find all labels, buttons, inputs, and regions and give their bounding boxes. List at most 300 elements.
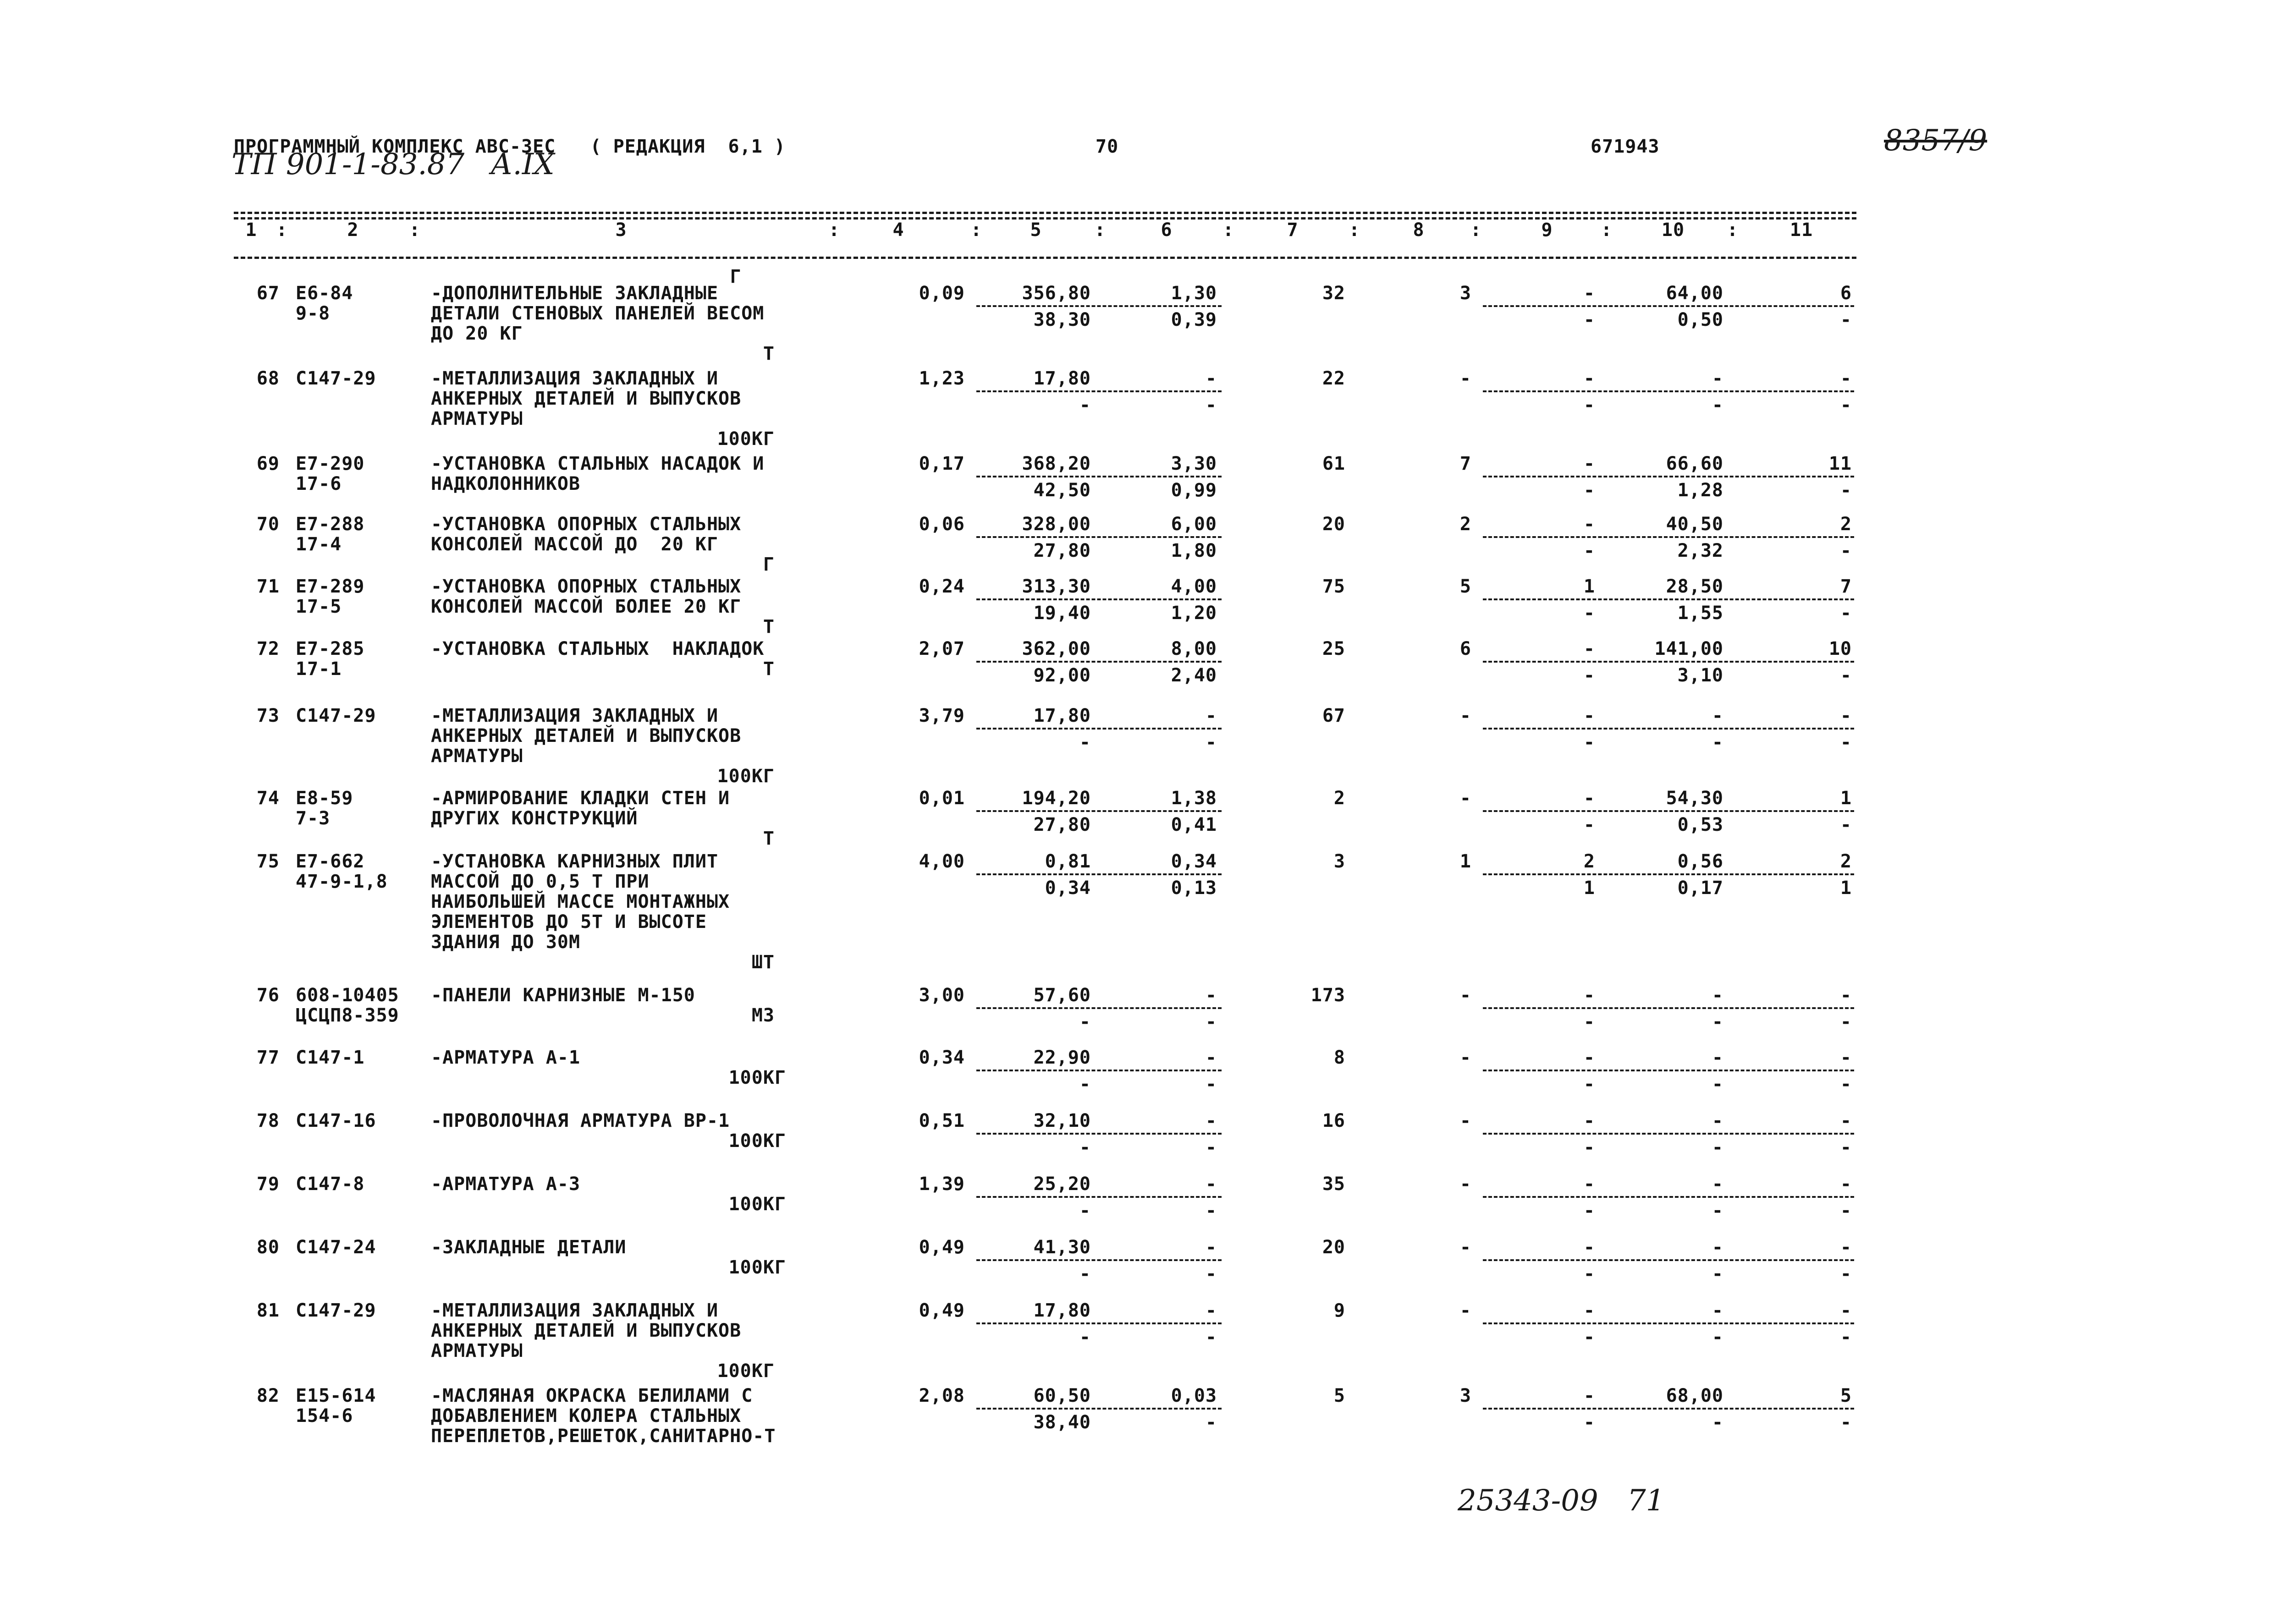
col10-value-lower: 0,17 [1677, 878, 1723, 899]
col11-value-lower: - [1840, 1137, 1852, 1158]
col9-value: 2 [1583, 851, 1595, 872]
col11-value: - [1840, 985, 1852, 1006]
item-description: -МАСЛЯНАЯ ОКРАСКА БЕЛИЛАМИ С [431, 1385, 753, 1406]
item-description: НАДКОЛОННИКОВ [431, 473, 581, 494]
column-number-11: 11 [1789, 219, 1813, 241]
col9-value-lower: - [1583, 603, 1595, 624]
col10-value-lower: - [1712, 1263, 1723, 1284]
column-separator: : [1094, 219, 1106, 241]
quantity-value: 3,00 [919, 985, 965, 1006]
col11-value: 6 [1840, 283, 1852, 304]
item-description: -МЕТАЛЛИЗАЦИЯ ЗАКЛАДНЫХ И [431, 368, 719, 389]
fraction-rule [976, 873, 1222, 875]
labor-value: 2 [1459, 514, 1471, 535]
machine-cost-value-lower: 1,20 [1171, 603, 1217, 624]
quantity-value: 1,39 [919, 1174, 965, 1195]
col9-value-lower: - [1583, 1200, 1595, 1221]
machine-cost-value: - [1205, 1237, 1217, 1258]
table-top-rule-2 [234, 217, 1856, 219]
col9-value-lower: - [1583, 1074, 1595, 1095]
item-description: -АРМИРОВАНИЕ КЛАДКИ СТЕН И [431, 788, 730, 809]
col11-value: - [1840, 1237, 1852, 1258]
col9-value: - [1583, 705, 1595, 726]
cost-value: 5 [1333, 1385, 1345, 1406]
unit-label: Т [763, 616, 775, 637]
handwritten-sheet-number: 71 [1627, 1484, 1665, 1518]
item-code: Е7-288 [296, 514, 365, 535]
fraction-rule [976, 1196, 1222, 1198]
fraction-rule [976, 1007, 1222, 1009]
row-number: 67 [256, 283, 280, 304]
unit-label: 100КГ [728, 1067, 786, 1088]
col10-value-lower: - [1712, 732, 1723, 753]
col9-value-lower: - [1583, 814, 1595, 835]
col10-value-lower: - [1712, 1137, 1723, 1158]
col9-value-lower: - [1583, 665, 1595, 686]
item-description: АРМАТУРЫ [431, 1340, 523, 1361]
unit-cost-value: 25,20 [1033, 1174, 1091, 1195]
col11-value-lower: - [1840, 1011, 1852, 1032]
col10-value: - [1712, 1300, 1723, 1321]
row-number: 70 [256, 514, 280, 535]
machine-cost-value-lower: - [1205, 1011, 1217, 1032]
machine-cost-value-lower: - [1205, 732, 1217, 753]
item-code: С147-29 [296, 1300, 376, 1321]
column-number-2: 2 [347, 219, 359, 241]
machine-cost-value: - [1205, 368, 1217, 389]
fraction-rule [976, 810, 1222, 812]
unit-cost-value-lower: 0,34 [1045, 878, 1091, 899]
unit-label: Т [763, 828, 775, 849]
machine-cost-value-lower: 0,39 [1171, 309, 1217, 330]
item-code: Е7-285 [296, 638, 365, 659]
col10-value: - [1712, 1174, 1723, 1195]
quantity-value: 0,01 [919, 788, 965, 809]
col11-value-lower: - [1840, 1263, 1852, 1284]
machine-cost-value-lower: - [1205, 1412, 1217, 1433]
row-number: 68 [256, 368, 280, 389]
col10-value-lower: - [1712, 1074, 1723, 1095]
col11-value: - [1840, 1110, 1852, 1131]
col10-value: 0,56 [1677, 851, 1723, 872]
col10-value: 66,60 [1666, 453, 1723, 474]
machine-cost-value: - [1205, 985, 1217, 1006]
unit-label: Т [763, 658, 775, 680]
unit-cost-value-lower: - [1079, 395, 1091, 416]
unit-label: Г [730, 266, 742, 287]
fraction-rule [1483, 1070, 1854, 1071]
item-description: КОНСОЛЕЙ МАССОЙ ДО 20 КГ [431, 534, 719, 555]
cost-value: 25 [1322, 638, 1345, 659]
column-separator: : [970, 219, 982, 241]
machine-cost-value-lower: - [1205, 1137, 1217, 1158]
row-number: 74 [256, 788, 280, 809]
column-separator: : [409, 219, 421, 241]
unit-cost-value-lower: - [1079, 1327, 1091, 1348]
quantity-value: 0,24 [919, 576, 965, 597]
unit-cost-value: 17,80 [1033, 705, 1091, 726]
row-number: 80 [256, 1237, 280, 1258]
document-code: 671943 [1591, 136, 1660, 157]
item-description: АНКЕРНЫХ ДЕТАЛЕЙ И ВЫПУСКОВ [431, 1320, 742, 1341]
col11-value-lower: - [1840, 309, 1852, 330]
cost-value: 8 [1333, 1047, 1345, 1068]
unit-cost-value-lower: - [1079, 1137, 1091, 1158]
item-code: Е7-289 [296, 576, 365, 597]
labor-value: 1 [1459, 851, 1471, 872]
fraction-rule [976, 1070, 1222, 1071]
unit-cost-value: 313,30 [1022, 576, 1091, 597]
handwritten-project-number: ТП 901-1-83.87 [231, 148, 465, 181]
fraction-rule [976, 1408, 1222, 1410]
fraction-rule [1483, 873, 1854, 875]
item-code: 17-4 [296, 534, 342, 555]
machine-cost-value-lower: - [1205, 395, 1217, 416]
cost-value: 20 [1322, 514, 1345, 535]
unit-cost-value: 194,20 [1022, 788, 1091, 809]
unit-cost-value: 17,80 [1033, 368, 1091, 389]
col10-value-lower: 0,50 [1677, 309, 1723, 330]
machine-cost-value: 1,38 [1171, 788, 1217, 809]
column-separator: : [828, 219, 840, 241]
item-description: АНКЕРНЫХ ДЕТАЛЕЙ И ВЫПУСКОВ [431, 388, 742, 409]
item-description: АРМАТУРЫ [431, 408, 523, 429]
unit-label: 100КГ [717, 1361, 775, 1382]
col9-value: - [1583, 1110, 1595, 1131]
col10-value: - [1712, 1047, 1723, 1068]
item-code: Е15-614 [296, 1385, 376, 1406]
col10-value: 141,00 [1654, 638, 1723, 659]
item-description: -ДОПОЛНИТЕЛЬНЫЕ ЗАКЛАДНЫЕ [431, 283, 719, 304]
item-code: 17-1 [296, 658, 342, 680]
item-code: Е8-59 [296, 788, 353, 809]
unit-label: 100КГ [728, 1257, 786, 1278]
labor-value: - [1459, 1110, 1471, 1131]
col9-value: - [1583, 514, 1595, 535]
col11-value-lower: - [1840, 603, 1852, 624]
unit-cost-value: 22,90 [1033, 1047, 1091, 1068]
col10-value: - [1712, 1110, 1723, 1131]
col11-value: - [1840, 1300, 1852, 1321]
handwritten-document-number: 25343-09 [1458, 1484, 1598, 1518]
col9-value-lower: - [1583, 480, 1595, 501]
column-separator: : [1222, 219, 1234, 241]
unit-label: 100КГ [717, 428, 775, 450]
labor-value: - [1459, 1237, 1471, 1258]
machine-cost-value-lower: 0,13 [1171, 878, 1217, 899]
item-description: ДЕТАЛИ СТЕНОВЫХ ПАНЕЛЕЙ ВЕСОМ [431, 303, 765, 324]
item-code: Е7-662 [296, 851, 365, 872]
item-description: МАССОЙ ДО 0,5 Т ПРИ [431, 871, 650, 892]
quantity-value: 0,49 [919, 1300, 965, 1321]
item-code: 608-10405 [296, 985, 399, 1006]
row-number: 71 [256, 576, 280, 597]
col11-value: 5 [1840, 1385, 1852, 1406]
col9-value: - [1583, 985, 1595, 1006]
col9-value: - [1583, 283, 1595, 304]
col9-value: - [1583, 1237, 1595, 1258]
cost-value: 3 [1333, 851, 1345, 872]
unit-label: ШТ [751, 952, 775, 973]
row-number: 69 [256, 453, 280, 474]
cost-value: 75 [1322, 576, 1345, 597]
col11-value-lower: - [1840, 1074, 1852, 1095]
labor-value: 3 [1459, 283, 1471, 304]
col11-value: - [1840, 705, 1852, 726]
item-description: ПЕРЕПЛЕТОВ,РЕШЕТОК,САНИТАРНО-Т [431, 1426, 776, 1447]
col10-value: 68,00 [1666, 1385, 1723, 1406]
row-number: 78 [256, 1110, 280, 1131]
item-description: АНКЕРНЫХ ДЕТАЛЕЙ И ВЫПУСКОВ [431, 725, 742, 746]
item-description: -УСТАНОВКА ОПОРНЫХ СТАЛЬНЫХ [431, 576, 742, 597]
item-description: -УСТАНОВКА ОПОРНЫХ СТАЛЬНЫХ [431, 514, 742, 535]
machine-cost-value: 0,03 [1171, 1385, 1217, 1406]
col10-value: - [1712, 1237, 1723, 1258]
labor-value: 7 [1459, 453, 1471, 474]
row-number: 81 [256, 1300, 280, 1321]
col11-value: 2 [1840, 851, 1852, 872]
cost-value: 35 [1322, 1174, 1345, 1195]
col10-value-lower: - [1712, 1011, 1723, 1032]
quantity-value: 4,00 [919, 851, 965, 872]
cost-value: 173 [1310, 985, 1345, 1006]
col11-value: - [1840, 1174, 1852, 1195]
fraction-rule [1483, 536, 1854, 538]
machine-cost-value-lower: 1,80 [1171, 540, 1217, 561]
labor-value: - [1459, 788, 1471, 809]
cost-value: 67 [1322, 705, 1345, 726]
item-description: НАИБОЛЬШЕЙ МАССЕ МОНТАЖНЫХ [431, 891, 730, 912]
col9-value: - [1583, 368, 1595, 389]
col9-value-lower: - [1583, 1327, 1595, 1348]
machine-cost-value: - [1205, 1174, 1217, 1195]
unit-cost-value: 57,60 [1033, 985, 1091, 1006]
item-code: ЦСЦП8-359 [296, 1005, 399, 1026]
row-number: 79 [256, 1174, 280, 1195]
column-number-7: 7 [1287, 219, 1299, 241]
unit-cost-value: 368,20 [1022, 453, 1091, 474]
machine-cost-value: - [1205, 1110, 1217, 1131]
item-description: ДОБАВЛЕНИЕМ КОЛЕРА СТАЛЬНЫХ [431, 1405, 742, 1426]
cost-value: 22 [1322, 368, 1345, 389]
labor-value: - [1459, 1300, 1471, 1321]
machine-cost-value: 1,30 [1171, 283, 1217, 304]
column-separator: : [1470, 219, 1482, 241]
column-number-3: 3 [615, 219, 627, 241]
table-header-rule [234, 257, 1856, 259]
row-number: 75 [256, 851, 280, 872]
col9-value-lower: - [1583, 1137, 1595, 1158]
labor-value: - [1459, 1174, 1471, 1195]
col9-value: - [1583, 638, 1595, 659]
col10-value: - [1712, 368, 1723, 389]
item-description: -МЕТАЛЛИЗАЦИЯ ЗАКЛАДНЫХ И [431, 705, 719, 726]
machine-cost-value-lower: - [1205, 1327, 1217, 1348]
fraction-rule [976, 598, 1222, 600]
unit-cost-value-lower: - [1079, 1011, 1091, 1032]
unit-cost-value-lower: 27,80 [1033, 540, 1091, 561]
handwritten-corner-number: 8357/9 [1884, 124, 1988, 158]
unit-cost-value: 356,80 [1022, 283, 1091, 304]
column-separator: : [1601, 219, 1613, 241]
handwritten-album-number: А.IX [490, 148, 555, 181]
col10-value: 64,00 [1666, 283, 1723, 304]
col9-value-lower: 1 [1583, 878, 1595, 899]
col9-value-lower: - [1583, 309, 1595, 330]
column-number-4: 4 [892, 219, 904, 241]
col9-value: 1 [1583, 576, 1595, 597]
column-separator: : [1349, 219, 1360, 241]
machine-cost-value-lower: - [1205, 1263, 1217, 1284]
machine-cost-value: - [1205, 705, 1217, 726]
col9-value-lower: - [1583, 1412, 1595, 1433]
machine-cost-value-lower: - [1205, 1200, 1217, 1221]
fraction-rule [1483, 1259, 1854, 1261]
col11-value: 10 [1828, 638, 1852, 659]
col10-value-lower: - [1712, 1327, 1723, 1348]
unit-cost-value-lower: - [1079, 732, 1091, 753]
col9-value-lower: - [1583, 1263, 1595, 1284]
unit-cost-value: 0,81 [1045, 851, 1091, 872]
quantity-value: 0,09 [919, 283, 965, 304]
col9-value-lower: - [1583, 395, 1595, 416]
col9-value: - [1583, 1174, 1595, 1195]
row-number: 77 [256, 1047, 280, 1068]
labor-value: - [1459, 985, 1471, 1006]
col10-value-lower: 3,10 [1677, 665, 1723, 686]
col10-value-lower: - [1712, 395, 1723, 416]
col9-value: - [1583, 788, 1595, 809]
col9-value-lower: - [1583, 1011, 1595, 1032]
unit-cost-value: 60,50 [1033, 1385, 1091, 1406]
item-code: С147-1 [296, 1047, 365, 1068]
labor-value: 3 [1459, 1385, 1471, 1406]
item-description: -УСТАНОВКА СТАЛЬНЫХ НАСАДОК И [431, 453, 765, 474]
item-code: 47-9-1,8 [296, 871, 388, 892]
machine-cost-value: 4,00 [1171, 576, 1217, 597]
col11-value: - [1840, 1047, 1852, 1068]
unit-cost-value-lower: 92,00 [1033, 665, 1091, 686]
item-description: АРМАТУРЫ [431, 746, 523, 767]
cost-value: 9 [1333, 1300, 1345, 1321]
col9-value: - [1583, 1385, 1595, 1406]
fraction-rule [976, 390, 1222, 392]
col10-value-lower: 0,53 [1677, 814, 1723, 835]
unit-label: 100КГ [728, 1194, 786, 1215]
col9-value: - [1583, 1300, 1595, 1321]
unit-cost-value: 32,10 [1033, 1110, 1091, 1131]
item-code: С147-8 [296, 1174, 365, 1195]
unit-cost-value: 41,30 [1033, 1237, 1091, 1258]
column-number-9: 9 [1541, 219, 1553, 241]
machine-cost-value: 3,30 [1171, 453, 1217, 474]
quantity-value: 2,08 [919, 1385, 965, 1406]
fraction-rule [1483, 1408, 1854, 1410]
fraction-rule [1483, 1007, 1854, 1009]
unit-cost-value-lower: - [1079, 1200, 1091, 1221]
item-description: -ПАНЕЛИ КАРНИЗНЫЕ М-150 [431, 985, 695, 1006]
unit-cost-value: 362,00 [1022, 638, 1091, 659]
item-code: С147-29 [296, 705, 376, 726]
cost-value: 2 [1333, 788, 1345, 809]
quantity-value: 2,07 [919, 638, 965, 659]
item-code: 154-6 [296, 1405, 353, 1426]
row-number: 72 [256, 638, 280, 659]
col11-value-lower: - [1840, 814, 1852, 835]
col11-value: 11 [1828, 453, 1852, 474]
unit-label: 100КГ [717, 766, 775, 787]
fraction-rule [976, 305, 1222, 307]
unit-cost-value-lower: 42,50 [1033, 480, 1091, 501]
col9-value: - [1583, 453, 1595, 474]
unit-cost-value-lower: 38,30 [1033, 309, 1091, 330]
fraction-rule [976, 661, 1222, 663]
col11-value: - [1840, 368, 1852, 389]
machine-cost-value: - [1205, 1300, 1217, 1321]
col11-value-lower: - [1840, 395, 1852, 416]
cost-value: 20 [1322, 1237, 1345, 1258]
col11-value-lower: - [1840, 480, 1852, 501]
cost-value: 61 [1322, 453, 1345, 474]
item-description: -ПРОВОЛОЧНАЯ АРМАТУРА ВР-1 [431, 1110, 730, 1131]
column-number-5: 5 [1030, 219, 1042, 241]
item-description: -ЗАКЛАДНЫЕ ДЕТАЛИ [431, 1237, 627, 1258]
item-code: 17-6 [296, 473, 342, 494]
cost-value: 16 [1322, 1110, 1345, 1131]
item-description: ДО 20 КГ [431, 323, 523, 344]
quantity-value: 0,49 [919, 1237, 965, 1258]
machine-cost-value: 8,00 [1171, 638, 1217, 659]
item-code: 17-5 [296, 596, 342, 617]
item-code: Е7-290 [296, 453, 365, 474]
item-code: С147-16 [296, 1110, 376, 1131]
quantity-value: 3,79 [919, 705, 965, 726]
labor-value: 5 [1459, 576, 1471, 597]
unit-cost-value-lower: 27,80 [1033, 814, 1091, 835]
row-number: 76 [256, 985, 280, 1006]
col11-value-lower: - [1840, 540, 1852, 561]
col9-value: - [1583, 1047, 1595, 1068]
col10-value-lower: 2,32 [1677, 540, 1723, 561]
fraction-rule [1483, 390, 1854, 392]
quantity-value: 1,23 [919, 368, 965, 389]
item-description: -УСТАНОВКА КАРНИЗНЫХ ПЛИТ [431, 851, 719, 872]
quantity-value: 0,17 [919, 453, 965, 474]
fraction-rule [1483, 1196, 1854, 1198]
col11-value-lower: 1 [1840, 878, 1852, 899]
quantity-value: 0,51 [919, 1110, 965, 1131]
col11-value: 1 [1840, 788, 1852, 809]
unit-cost-value: 328,00 [1022, 514, 1091, 535]
machine-cost-value: 6,00 [1171, 514, 1217, 535]
col11-value-lower: - [1840, 732, 1852, 753]
cost-value: 32 [1322, 283, 1345, 304]
machine-cost-value-lower: 2,40 [1171, 665, 1217, 686]
fraction-rule [976, 728, 1222, 730]
labor-value: - [1459, 368, 1471, 389]
machine-cost-value-lower: - [1205, 1074, 1217, 1095]
unit-cost-value-lower: - [1079, 1074, 1091, 1095]
col10-value: 54,30 [1666, 788, 1723, 809]
table-top-rule [234, 212, 1856, 214]
unit-cost-value-lower: - [1079, 1263, 1091, 1284]
item-description: -МЕТАЛЛИЗАЦИЯ ЗАКЛАДНЫХ И [431, 1300, 719, 1321]
unit-label: 100КГ [728, 1130, 786, 1152]
item-code: 7-3 [296, 808, 330, 829]
col10-value: - [1712, 705, 1723, 726]
col9-value-lower: - [1583, 732, 1595, 753]
item-code: 9-8 [296, 303, 330, 324]
